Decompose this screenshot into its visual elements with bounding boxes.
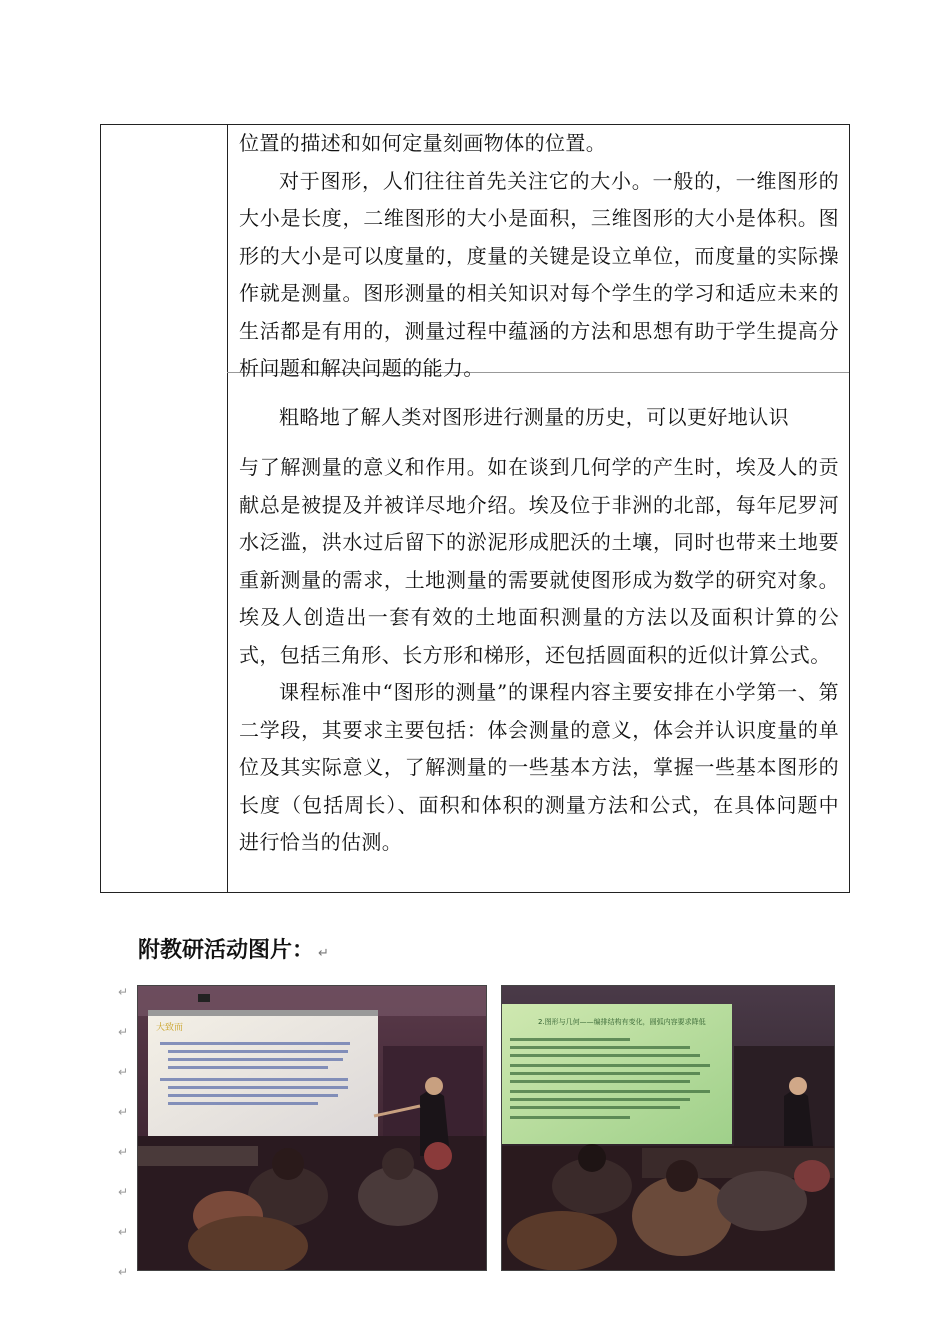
screen-title-right: 2.图形与几何——编排结构有变化，圆弧内容要求降低 — [538, 1018, 706, 1026]
paragraph-mark: ↵ — [118, 1225, 129, 1239]
content-table — [100, 124, 850, 893]
paragraph-4: 课程标准中“图形的测量”的课程内容主要安排在小学第一、第二学段，其要求主要包括：体会测量的意义，体会并认识度量的单位及其实际意义，了解测量的一些基本方法，掌握一些基本图形的长度（包括周长）、面积和体积的测量方法和公式，在具体问题中进行恰当的估测。 — [239, 680, 839, 854]
paragraph-1: 位置的描述和如何定量刻画物体的位置。 — [239, 131, 607, 155]
table-column-divider — [227, 125, 228, 892]
paragraph-mark: ↵ — [118, 1065, 129, 1079]
paragraph-mark: ↵ — [318, 946, 329, 961]
paragraph-mark: ↵ — [118, 1025, 129, 1039]
screen-title-left: 大致而 — [156, 1023, 184, 1033]
photo-left — [137, 985, 487, 1271]
paragraph-mark: ↵ — [118, 985, 129, 999]
table-text-cell-2 — [239, 389, 839, 862]
caption-text: 附教研活动图片： — [138, 938, 315, 963]
paragraph-3-first-line: 粗略地了解人类对图形进行测量的历史，可以更好地认识 — [279, 405, 789, 429]
paragraph-mark: ↵ — [118, 1185, 129, 1199]
photo-caption — [138, 933, 329, 964]
paragraph-mark: ↵ — [118, 1105, 129, 1119]
paragraph-2: 对于图形，人们往往首先关注它的大小。一般的，一维图形的大小是长度，二维图形的大小是面积，三维图形的大小是体积。图形的大小是可以度量的，度量的关键是设立单位，而度量的实际操作就是测量。图形测量的相关知识对每个学生的学习和适应未来的生活都是有用的，测量过程中蕴涵的方法和思想有助于学生提高分析问题和解决问题的能力。 — [239, 168, 839, 380]
paragraph-3: 与了解测量的意义和作用。如在谈到几何学的产生时，埃及人的贡献总是被提及并被详尽地介绍。埃及位于非洲的北部，每年尼罗河水泛滥，洪水过后留下的淤泥形成肥沃的土壤，同时也带来土地要重新测量的需求，土地测量的需要就使图形成为数学的研究对象。埃及人创造出一套有效的土地面积测量的方法以及面积计算的公式，包括三角形、长方形和梯形，还包括圆面积的近似计算公式。 — [239, 455, 839, 667]
paragraph-mark: ↵ — [118, 1265, 129, 1279]
table-text-cell — [239, 125, 839, 388]
photo-right — [501, 985, 835, 1271]
paragraph-mark: ↵ — [118, 1145, 129, 1159]
